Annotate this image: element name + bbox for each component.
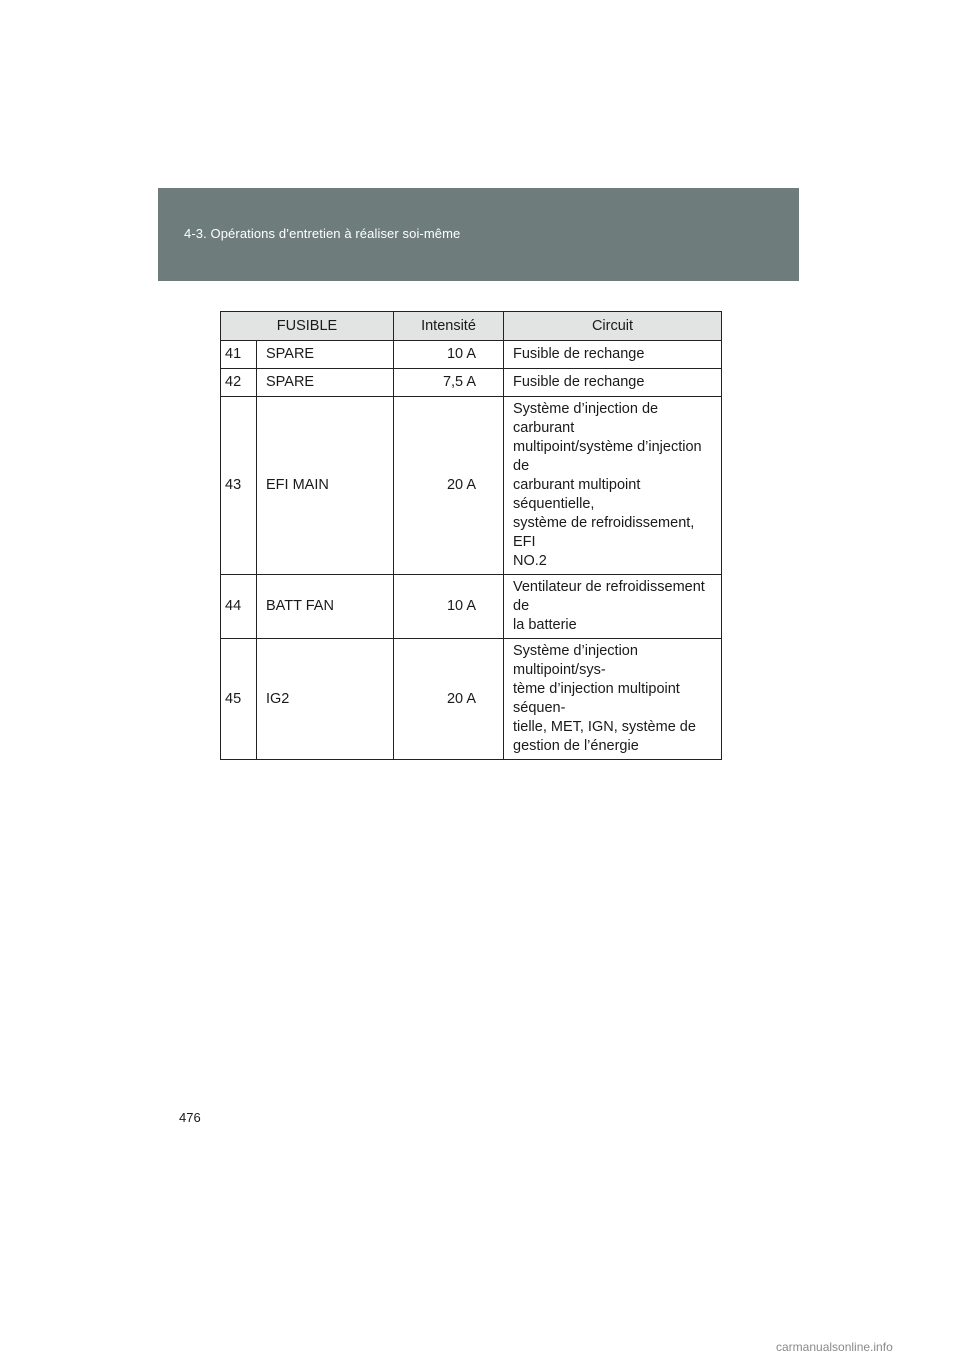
fuse-number: 43 [221,397,257,575]
fuse-amperage: 10 A [394,341,504,369]
section-title: 4-3. Opérations d’entretien à réaliser soi-même [184,226,461,241]
table-header-row [221,312,722,341]
circuit-line: Fusible de rechange [513,346,645,362]
circuit-line: multipoint/système d’injection de [513,439,702,474]
fuse-name: EFI MAIN [257,397,394,575]
section-header [158,188,799,281]
circuit-line: Ventilateur de refroidissement de [513,579,705,614]
fuse-name: IG2 [257,639,394,760]
circuit-line: Fusible de rechange [513,374,645,390]
circuit-line: système de refroidissement, EFI [513,515,695,550]
fuse-name: SPARE [257,341,394,369]
fuse-circuit [504,369,722,397]
circuit-line: NO.2 [513,553,547,569]
fuse-circuit [504,397,722,575]
column-header-fuse: FUSIBLE [221,312,394,341]
table-row [221,397,722,575]
column-header-circuit: Circuit [504,312,722,341]
fuse-amperage: 10 A [394,575,504,639]
fuse-amperage: 20 A [394,639,504,760]
fuse-amperage: 7,5 A [394,369,504,397]
fuse-circuit [504,639,722,760]
table-row [221,639,722,760]
fuse-number: 45 [221,639,257,760]
circuit-line: tielle, MET, IGN, système de [513,719,696,735]
fuse-name: BATT FAN [257,575,394,639]
watermark: carmanualsonline.info [776,1340,893,1354]
circuit-line: Système d’injection de carburant [513,401,659,436]
circuit-line: carburant multipoint séquentielle, [513,477,641,512]
circuit-line: gestion de l’énergie [513,738,639,754]
circuit-line: la batterie [513,617,577,633]
table-row [221,369,722,397]
fuse-number: 42 [221,369,257,397]
fuse-circuit [504,341,722,369]
fuse-circuit [504,575,722,639]
table-row [221,575,722,639]
circuit-line: tème d’injection multipoint séquen- [513,681,680,716]
fuse-number: 44 [221,575,257,639]
fuse-table [220,311,722,760]
column-header-amperage: Intensité [394,312,504,341]
fuse-name: SPARE [257,369,394,397]
fuse-number: 41 [221,341,257,369]
fuse-amperage: 20 A [394,397,504,575]
page-number: 476 [179,1110,201,1125]
circuit-line: Système d’injection multipoint/sys- [513,643,638,678]
table-row [221,341,722,369]
